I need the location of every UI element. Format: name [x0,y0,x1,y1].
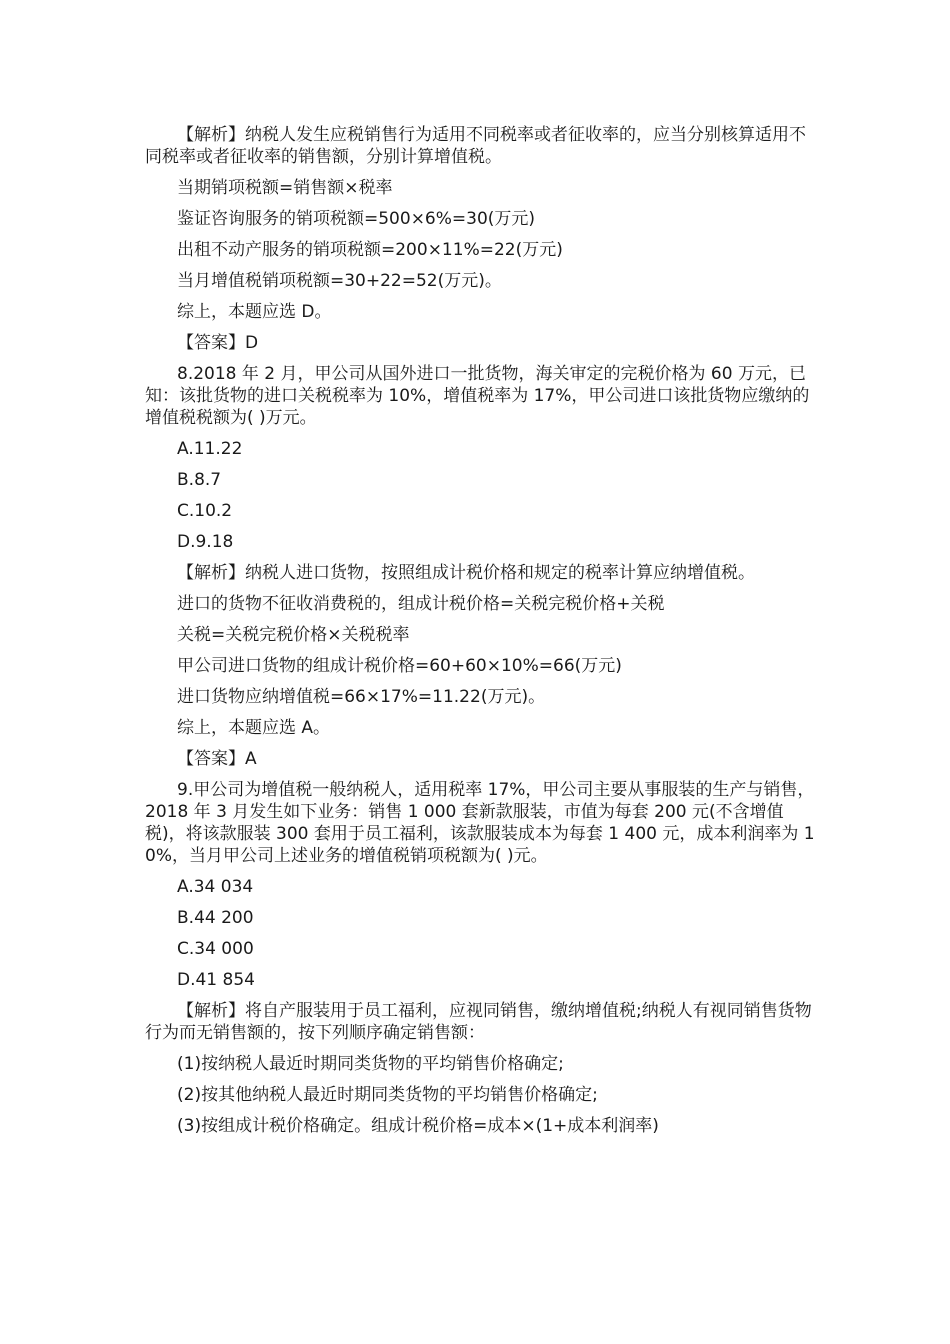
rule-line: (2)按其他纳税人最近时期同类货物的平均销售价格确定; [177,1085,598,1105]
formula-line: 出租不动产服务的销项税额=200×11%=22(万元) [177,240,563,260]
rule-line: (1)按纳税人最近时期同类货物的平均销售价格确定; [177,1054,564,1074]
question-9: 9.甲公司为增值税一般纳税人，适用税率 17%，甲公司主要从事服装的生产与销售，2018 年 3 月发生如下业务：销售 1 000 套新款服装，市值为每套 200 元(不含增值税)，将该款服装 300 套用于员工福利，该款服装成本为每套 1 400 元，成本利润率为 10%，当月甲公司上述业务的增值税销项税额为( )元。 [145,780,815,866]
formula-line: 进口货物应纳增值税=66×17%=11.22(万元)。 [177,687,546,707]
document-page [145,124,815,1137]
analysis-paragraph: 【解析】将自产服装用于员工福利，应视同销售，缴纳增值税;纳税人有视同销售货物行为而无销售额的，按下列顺序确定销售额： [145,1001,812,1043]
formula-line: 当期销项税额=销售额×税率 [177,178,393,198]
formula-line: 甲公司进口货物的组成计税价格=60+60×10%=66(万元) [177,656,622,676]
option-b: B.44 200 [177,908,254,928]
option-c: C.10.2 [177,501,233,521]
formula-line: 关税=关税完税价格×关税税率 [177,625,410,645]
question-8: 8.2018 年 2 月，甲公司从国外进口一批货物，海关审定的完税价格为 60 万元，已知：该批货物的进口关税税率为 10%，增值税率为 17%，甲公司进口该批货物应缴纳的增值税税额为( )万元。 [145,364,810,428]
answer-line: 【答案】D [177,333,259,353]
formula-line: 进口的货物不征收消费税的，组成计税价格=关税完税价格+关税 [177,594,665,614]
option-d: D.41 854 [177,970,255,990]
formula-line: 鉴证咨询服务的销项税额=500×6%=30(万元) [177,209,536,229]
analysis-paragraph: 【解析】纳税人进口货物，按照组成计税价格和规定的税率计算应纳增值税。 [177,563,755,583]
formula-line: 当月增值税销项税额=30+22=52(万元)。 [177,271,502,291]
option-a: A.11.22 [177,439,243,459]
analysis-paragraph: 【解析】纳税人发生应税销售行为适用不同税率或者征收率的，应当分别核算适用不同税率或者征收率的销售额，分别计算增值税。 [145,125,806,167]
option-d: D.9.18 [177,532,234,552]
answer-line: 【答案】A [177,749,257,769]
conclusion-line: 综上，本题应选 D。 [177,302,332,322]
option-a: A.34 034 [177,877,254,897]
rule-line: (3)按组成计税价格确定。组成计税价格=成本×(1+成本利润率) [177,1116,659,1136]
option-b: B.8.7 [177,470,222,490]
option-c: C.34 000 [177,939,254,959]
conclusion-line: 综上，本题应选 A。 [177,718,331,738]
